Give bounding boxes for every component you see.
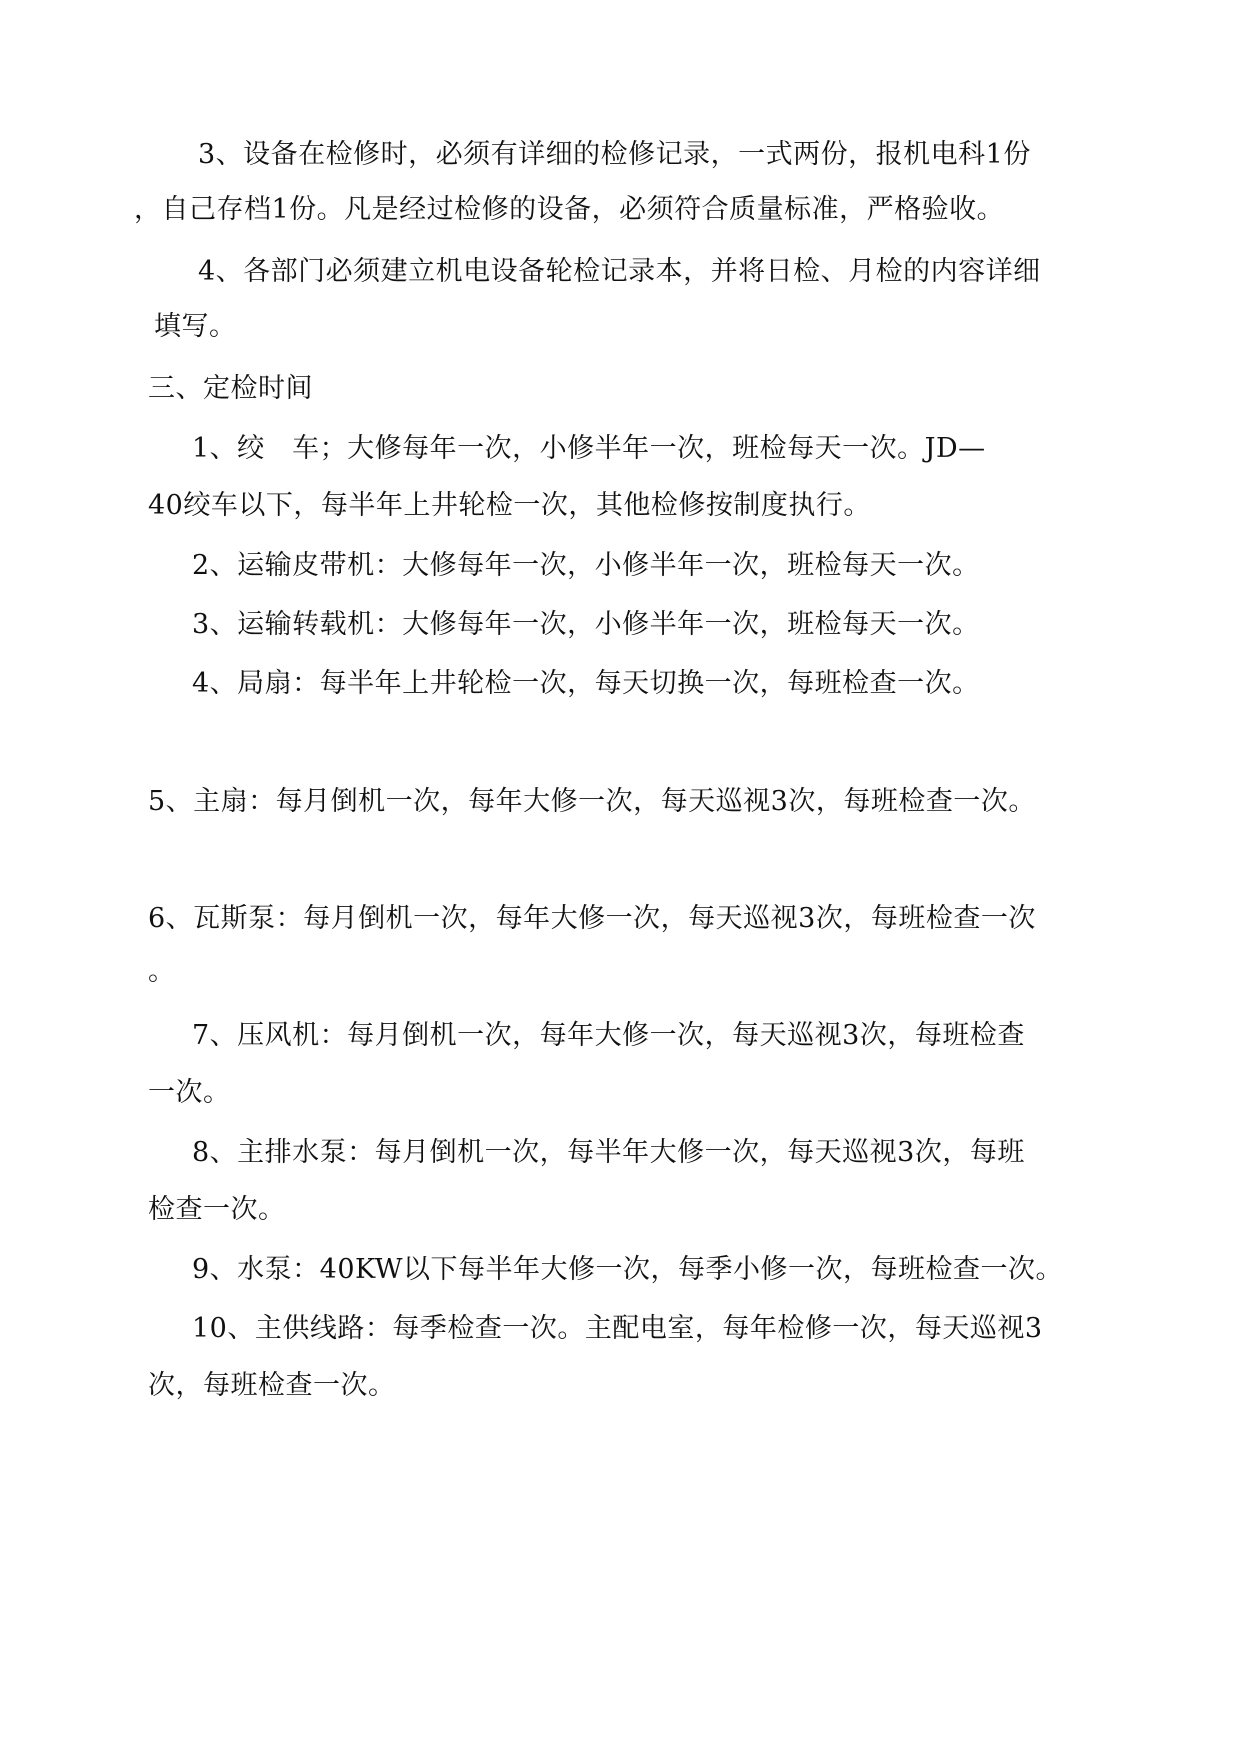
text-line-8: 2、运输皮带机：大修每年一次，小修半年一次，班检每天一次。 <box>192 550 980 581</box>
text-line-16: 8、主排水泵：每月倒机一次，每半年大修一次，每天巡视3次，每班 <box>192 1137 1025 1168</box>
text-line-12: 6、瓦斯泵：每月倒机一次，每年大修一次，每天巡视3次，每班检查一次 <box>148 903 1036 934</box>
text-line-18: 9、水泵：40KW以下每半年大修一次，每季小修一次，每班检查一次。 <box>192 1254 1063 1285</box>
text-line-20: 次，每班检查一次。 <box>148 1370 396 1401</box>
text-line-3: 4、各部门必须建立机电设备轮检记录本，并将日检、月检的内容详细 <box>198 256 1041 287</box>
text-line-17: 检查一次。 <box>148 1194 286 1225</box>
text-line-10: 4、局扇：每半年上井轮检一次，每天切换一次，每班检查一次。 <box>192 668 980 699</box>
text-line-11: 5、主扇：每月倒机一次，每年大修一次，每天巡视3次，每班检查一次。 <box>148 786 1036 817</box>
section-heading: 三、定检时间 <box>148 373 313 404</box>
text-line-15: 一次。 <box>148 1077 231 1108</box>
text-line-7: 40绞车以下，每半年上井轮检一次，其他检修按制度执行。 <box>148 490 871 521</box>
text-line-13: 。 <box>148 956 176 987</box>
text-line-4: 填写。 <box>154 311 237 342</box>
text-line-6: 1、绞 车；大修每年一次，小修半年一次，班检每天一次。JD— <box>192 433 986 464</box>
text-line-19: 10、主供线路：每季检查一次。主配电室，每年检修一次，每天巡视3 <box>192 1313 1043 1344</box>
text-line-14: 7、压风机：每月倒机一次，每年大修一次，每天巡视3次，每班检查 <box>192 1020 1025 1051</box>
text-line-2: ，自己存档1份。凡是经过检修的设备，必须符合质量标准，严格验收。 <box>134 194 1005 225</box>
text-line-1: 3、设备在检修时，必须有详细的检修记录，一式两份，报机电科1份 <box>198 139 1031 170</box>
text-line-9: 3、运输转载机：大修每年一次，小修半年一次，班检每天一次。 <box>192 609 980 640</box>
